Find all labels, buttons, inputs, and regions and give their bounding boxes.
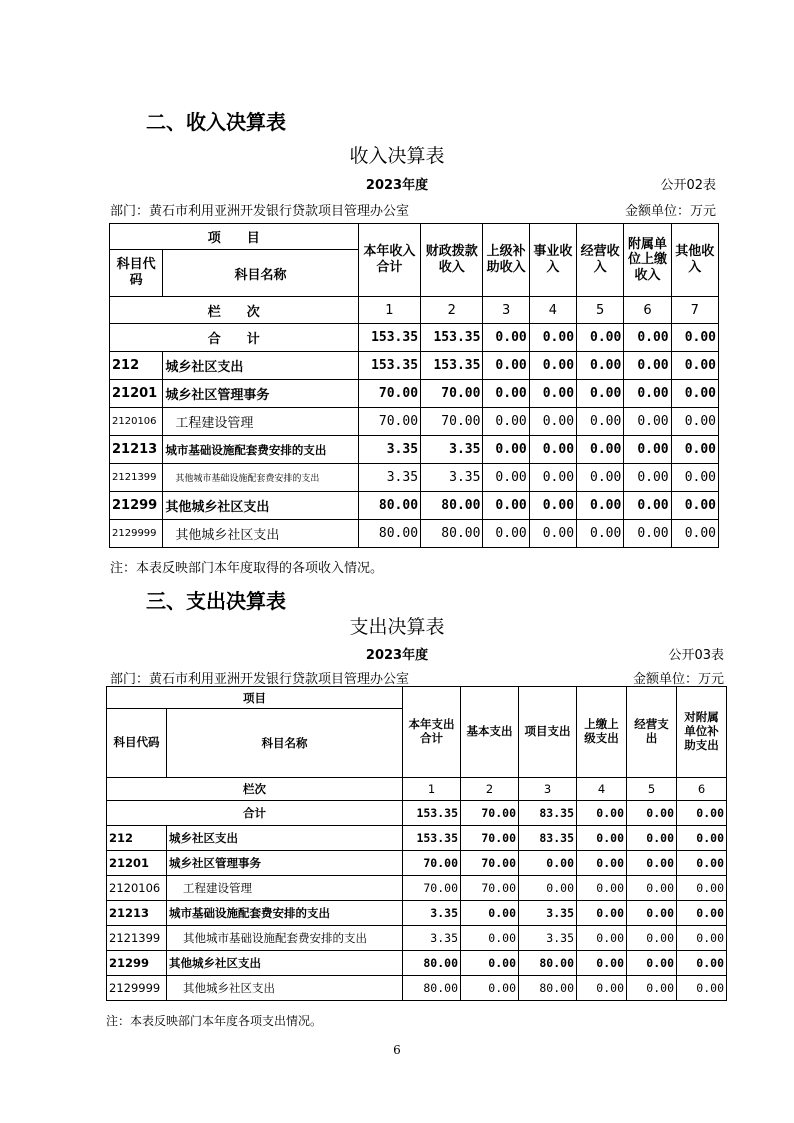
page-number: 6 <box>393 1043 401 1057</box>
row-value: 70.00 <box>358 408 420 436</box>
row-value: 70.00 <box>358 380 420 408</box>
row-value: 70.00 <box>403 876 461 901</box>
row-value: 0.00 <box>529 520 576 548</box>
row-value: 70.00 <box>421 408 483 436</box>
row-value: 0.00 <box>577 492 624 520</box>
row-value: 0.00 <box>624 492 671 520</box>
col-num: 3 <box>519 778 577 801</box>
row-code: 2121399 <box>107 926 167 951</box>
row-value: 0.00 <box>627 876 677 901</box>
row-value: 0.00 <box>677 826 727 851</box>
row-value: 80.00 <box>421 520 483 548</box>
hdr-code: 科目代码 <box>110 250 163 297</box>
row-value: 0.00 <box>627 976 677 1001</box>
row-value: 0.00 <box>461 976 519 1001</box>
row-value: 70.00 <box>461 826 519 851</box>
expenditure-table <box>106 686 727 1001</box>
hdr-col: 经营收入 <box>577 224 624 297</box>
income-table <box>109 223 719 548</box>
col-num: 5 <box>577 297 624 324</box>
row-code: 2129999 <box>107 976 167 1001</box>
row-value: 0.00 <box>627 851 677 876</box>
table-row <box>107 926 727 951</box>
row-value: 80.00 <box>358 492 420 520</box>
expenditure-table-title: 支出决算表 <box>349 616 445 638</box>
row-value: 3.35 <box>519 926 577 951</box>
expenditure-form-no: 公开03表 <box>668 648 724 663</box>
row-value: 80.00 <box>403 951 461 976</box>
row-value: 0.00 <box>529 380 576 408</box>
table-row <box>107 901 727 926</box>
hdr-code: 科目代码 <box>107 709 167 778</box>
col-num: 4 <box>577 778 627 801</box>
table-row <box>110 464 719 492</box>
row-value: 0.00 <box>461 926 519 951</box>
row-value: 0.00 <box>577 520 624 548</box>
col-num: 4 <box>529 297 576 324</box>
row-code: 21299 <box>110 492 163 520</box>
row-value: 153.35 <box>358 352 420 380</box>
row-value: 70.00 <box>403 851 461 876</box>
hdr-item: 项目 <box>107 687 403 709</box>
col-num: 7 <box>671 297 718 324</box>
row-value: 0.00 <box>671 380 718 408</box>
table-row <box>107 851 727 876</box>
row-code: 2120106 <box>110 408 163 436</box>
row-code: 2120106 <box>107 876 167 901</box>
row-value: 0.00 <box>461 901 519 926</box>
row-value: 3.35 <box>421 464 483 492</box>
hdr-col: 上缴上级支出 <box>577 687 627 778</box>
row-value: 0.00 <box>677 926 727 951</box>
total-value: 83.35 <box>519 801 577 826</box>
row-name: 其他城市基础设施配套费安排的支出 <box>167 926 403 951</box>
row-value: 0.00 <box>627 926 677 951</box>
row-name: 其他城乡社区支出 <box>167 951 403 976</box>
row-code: 2129999 <box>110 520 163 548</box>
row-value: 0.00 <box>519 851 577 876</box>
expenditure-dept: 部门：黄石市利用亚洲开发银行贷款项目管理办公室 <box>110 672 410 687</box>
row-value: 0.00 <box>624 520 671 548</box>
row-name: 其他城市基础设施配套费安排的支出 <box>163 464 358 492</box>
hdr-col: 财政拨款收入 <box>421 224 483 297</box>
row-value: 0.00 <box>577 901 627 926</box>
row-value: 0.00 <box>671 464 718 492</box>
total-value: 70.00 <box>461 801 519 826</box>
row-value: 80.00 <box>403 976 461 1001</box>
row-value: 0.00 <box>671 492 718 520</box>
row-value: 0.00 <box>577 876 627 901</box>
row-value: 0.00 <box>624 380 671 408</box>
col-num: 2 <box>461 778 519 801</box>
row-value: 70.00 <box>461 851 519 876</box>
row-code: 21201 <box>110 380 163 408</box>
hdr-col: 本年支出合计 <box>403 687 461 778</box>
row-value: 83.35 <box>519 826 577 851</box>
total-value: 153.35 <box>358 324 420 352</box>
row-value: 0.00 <box>627 826 677 851</box>
row-value: 0.00 <box>677 976 727 1001</box>
row-value: 153.35 <box>421 352 483 380</box>
row-value: 70.00 <box>461 876 519 901</box>
hdr-col: 事业收入 <box>529 224 576 297</box>
row-value: 0.00 <box>483 408 529 436</box>
col-num: 6 <box>677 778 727 801</box>
row-name: 其他城乡社区支出 <box>163 520 358 548</box>
row-value: 0.00 <box>483 380 529 408</box>
row-code: 21213 <box>110 436 163 464</box>
row-name: 城市基础设施配套费安排的支出 <box>163 436 358 464</box>
row-value: 0.00 <box>577 976 627 1001</box>
row-name: 其他城乡社区支出 <box>167 976 403 1001</box>
table-row <box>107 951 727 976</box>
table-row <box>110 436 719 464</box>
row-name: 工程建设管理 <box>163 408 358 436</box>
row-value: 0.00 <box>529 492 576 520</box>
row-value: 0.00 <box>577 408 624 436</box>
income-form-no: 公开02表 <box>660 178 716 193</box>
row-value: 3.35 <box>358 436 420 464</box>
income-note: 注：本表反映部门本年度取得的各项收入情况。 <box>110 561 384 576</box>
row-value: 3.35 <box>358 464 420 492</box>
row-code: 21201 <box>107 851 167 876</box>
row-value: 0.00 <box>529 408 576 436</box>
total-value: 153.35 <box>421 324 483 352</box>
row-value: 3.35 <box>403 926 461 951</box>
row-value: 0.00 <box>483 520 529 548</box>
hdr-col: 附属单位上缴收入 <box>624 224 671 297</box>
col-num: 1 <box>403 778 461 801</box>
hdr-col: 本年收入合计 <box>358 224 420 297</box>
table-row <box>107 826 727 851</box>
row-value: 0.00 <box>577 380 624 408</box>
row-value: 0.00 <box>529 436 576 464</box>
row-value: 80.00 <box>519 976 577 1001</box>
row-value: 0.00 <box>529 352 576 380</box>
row-value: 0.00 <box>627 901 677 926</box>
hdr-col: 上级补助收入 <box>483 224 529 297</box>
row-value: 80.00 <box>358 520 420 548</box>
table-row <box>110 380 719 408</box>
hdr-item: 项 目 <box>110 224 359 250</box>
row-value: 0.00 <box>483 352 529 380</box>
row-value: 3.35 <box>403 901 461 926</box>
col-num: 6 <box>624 297 671 324</box>
row-value: 0.00 <box>677 951 727 976</box>
row-name: 城乡社区管理事务 <box>163 380 358 408</box>
row-value: 153.35 <box>403 826 461 851</box>
table-row <box>110 492 719 520</box>
hdr-col: 其他收入 <box>671 224 718 297</box>
table-row <box>110 352 719 380</box>
row-value: 0.00 <box>577 826 627 851</box>
total-value: 0.00 <box>577 801 627 826</box>
table-row <box>110 408 719 436</box>
total-value: 0.00 <box>677 801 727 826</box>
income-year: 2023年度 <box>365 178 429 193</box>
hdr-col: 项目支出 <box>519 687 577 778</box>
income-table-title: 收入决算表 <box>349 145 445 167</box>
row-code: 21299 <box>107 951 167 976</box>
row-value: 0.00 <box>627 951 677 976</box>
row-value: 0.00 <box>677 901 727 926</box>
row-value: 0.00 <box>577 851 627 876</box>
row-name: 其他城乡社区支出 <box>163 492 358 520</box>
hdr-lanci: 栏 次 <box>110 297 359 324</box>
row-value: 0.00 <box>519 876 577 901</box>
section-heading-expenditure: 三、支出决算表 <box>146 589 286 613</box>
total-label: 合计 <box>107 801 403 826</box>
row-name: 工程建设管理 <box>167 876 403 901</box>
hdr-name: 科目名称 <box>167 709 403 778</box>
hdr-col: 经营支出 <box>627 687 677 778</box>
row-value: 0.00 <box>577 464 624 492</box>
row-value: 0.00 <box>483 492 529 520</box>
col-num: 2 <box>421 297 483 324</box>
total-value: 0.00 <box>529 324 576 352</box>
total-value: 0.00 <box>627 801 677 826</box>
income-unit: 金额单位：万元 <box>624 204 716 219</box>
row-code: 2121399 <box>110 464 163 492</box>
hdr-lanci: 栏次 <box>107 778 403 801</box>
table-row <box>107 976 727 1001</box>
table-row <box>107 876 727 901</box>
section-heading-income: 二、收入决算表 <box>146 110 286 134</box>
row-value: 0.00 <box>671 408 718 436</box>
row-value: 0.00 <box>483 436 529 464</box>
row-value: 0.00 <box>483 464 529 492</box>
hdr-col: 对附属单位补助支出 <box>677 687 727 778</box>
income-dept: 部门：黄石市利用亚洲开发银行贷款项目管理办公室 <box>110 204 410 219</box>
expenditure-unit: 金额单位：万元 <box>632 672 724 687</box>
total-value: 153.35 <box>403 801 461 826</box>
col-num: 3 <box>483 297 529 324</box>
row-value: 0.00 <box>624 352 671 380</box>
row-name: 城市基础设施配套费安排的支出 <box>167 901 403 926</box>
expenditure-year: 2023年度 <box>365 648 429 663</box>
row-value: 3.35 <box>421 436 483 464</box>
row-value: 0.00 <box>624 464 671 492</box>
total-value: 0.00 <box>577 324 624 352</box>
row-value: 3.35 <box>519 901 577 926</box>
row-value: 0.00 <box>677 876 727 901</box>
row-value: 0.00 <box>577 926 627 951</box>
total-value: 0.00 <box>483 324 529 352</box>
row-value: 0.00 <box>677 851 727 876</box>
row-value: 0.00 <box>671 436 718 464</box>
row-value: 80.00 <box>519 951 577 976</box>
total-label: 合 计 <box>110 324 359 352</box>
row-value: 0.00 <box>461 951 519 976</box>
row-value: 0.00 <box>577 352 624 380</box>
row-name: 城乡社区支出 <box>163 352 358 380</box>
row-value: 0.00 <box>577 951 627 976</box>
col-num: 5 <box>627 778 677 801</box>
table-row <box>110 520 719 548</box>
row-code: 212 <box>107 826 167 851</box>
expenditure-note: 注：本表反映部门本年度各项支出情况。 <box>106 1014 323 1028</box>
row-value: 0.00 <box>624 436 671 464</box>
row-value: 0.00 <box>529 464 576 492</box>
row-value: 70.00 <box>421 380 483 408</box>
row-name: 城乡社区支出 <box>167 826 403 851</box>
row-value: 0.00 <box>577 436 624 464</box>
row-code: 21213 <box>107 901 167 926</box>
row-value: 0.00 <box>624 408 671 436</box>
row-value: 80.00 <box>421 492 483 520</box>
total-value: 0.00 <box>624 324 671 352</box>
col-num: 1 <box>358 297 420 324</box>
hdr-col: 基本支出 <box>461 687 519 778</box>
row-name: 城乡社区管理事务 <box>167 851 403 876</box>
total-value: 0.00 <box>671 324 718 352</box>
row-code: 212 <box>110 352 163 380</box>
row-value: 0.00 <box>671 352 718 380</box>
row-value: 0.00 <box>671 520 718 548</box>
hdr-name: 科目名称 <box>163 250 358 297</box>
